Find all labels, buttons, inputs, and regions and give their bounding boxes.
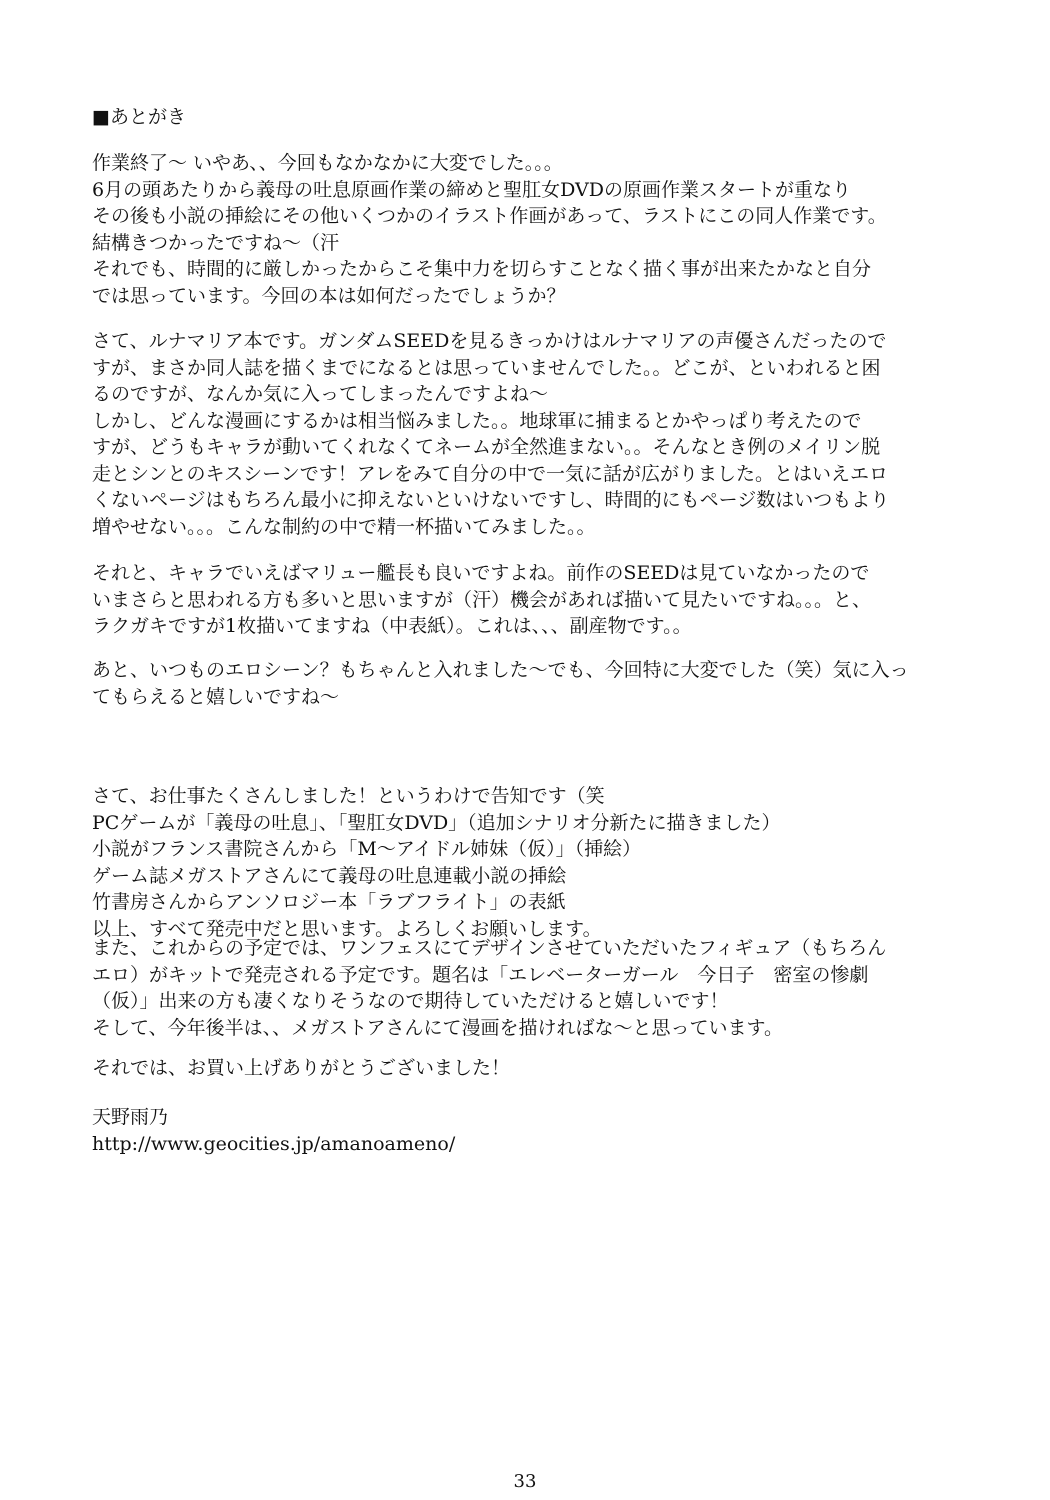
text-line: 結構きつかったですね～（汗: [92, 231, 340, 254]
text-line: 走とシンとのキスシーンです！アレをみて自分の中で一気に話が広がりました。とはいえエロ: [92, 462, 889, 485]
text-line: その後も小説の挿絵にその他いくつかのイラスト作画があって、ラストにこの同人作業です。: [92, 205, 887, 227]
text-line: しかし、どんな漫画にするかは相当悩みました。。地球軍に捕まるとかやっぱり考えたので: [92, 409, 862, 432]
text-line: また、これからの予定では、ワンフェスにてデザインさせていただいたフィギュア（もちろん: [92, 937, 887, 959]
text-line: そして、今年後半は、、メガストアさんにて漫画を描ければな～と思っています。: [92, 1016, 784, 1039]
text-line: それと、キャラでいえばマリュー艦長も良いですよね。前作のSEEDは見ていなかったので: [92, 562, 870, 584]
text-line: それでは、お買い上げありがとうございました！: [92, 1057, 511, 1079]
text-line: 竹書房さんからアンソロジー本「ラブフライト」の表紙: [92, 891, 566, 913]
text-line: 増やせない。。。こんな制約の中で精一杯描いてみました。。: [92, 515, 596, 538]
text-line: 作業終了～ いやあ、、今回もなかなかに大変でした。。。: [92, 152, 563, 174]
signature-block: [92, 1104, 455, 1157]
paragraph-thanks: [92, 1055, 510, 1082]
text-line: くないページはもちろん最小に抑えないといけないですし、時間的にもページ数はいつもより: [92, 489, 890, 511]
text-line: それでも、時間的に厳しかったからこそ集中力を切らすことなく描く事が出来たかなと自分: [92, 258, 872, 280]
text-line: 小説がフランス書院さんから「M～アイドル姉妹（仮）」（挿絵）: [92, 838, 642, 860]
paragraph-murrue: [92, 560, 871, 640]
paragraph-announcements: [92, 783, 781, 942]
paragraph-work-finished: [92, 150, 887, 309]
page-number: 33: [513, 1471, 537, 1492]
author-name: 天野雨乃: [92, 1106, 169, 1128]
text-line: 以上、すべて発売中だと思います。よろしくお願いします。: [92, 917, 602, 940]
text-line: PCゲームが「義母の吐息」、「聖肛女DVD」（追加シナリオ分新たに描きました）: [92, 811, 781, 834]
text-line: るのですが、なんか気に入ってしまったんですよね～: [92, 383, 549, 405]
text-line: さて、ルナマリア本です。ガンダムSEEDを見るきっかけはルナマリアの声優さんだったので: [92, 330, 887, 352]
text-line: あと、いつものエロシーン？もちゃんと入れました～でも、今回特に大変でした（笑）気に入っ: [92, 659, 909, 681]
text-line: 6月の頭あたりから義母の吐息原画作業の締めと聖肛女DVDの原画作業スタートが重なり: [92, 178, 851, 201]
paragraph-lunamaria-book: [92, 328, 889, 540]
text-line: すが、まさか同人誌を描くまでになるとは思っていませんでした。。どこが、といわれると困: [92, 356, 881, 379]
text-line: （仮）」出来の方も凄くなりそうなので期待していただけると嬉しいです！: [92, 990, 729, 1012]
text-line: さて、お仕事たくさんしました！というわけで告知です（笑: [92, 785, 605, 807]
text-line: エロ）がキットで発売される予定です。題名は「エレベーターガール 今日子 密室の惨劇: [92, 963, 869, 986]
text-line: では思っています。今回の本は如何だったでしょうか？: [92, 284, 566, 307]
text-line: ラクガキですが1枚描いてますね（中表紙）。これは、、、副産物です。。: [92, 615, 692, 637]
text-line: ゲーム誌メガストアさんにて義母の吐息連載小説の挿絵: [92, 864, 567, 887]
afterword-heading: ■あとがき: [92, 106, 186, 128]
text-line: すが、どうもキャラが動いてくれなくてネームが全然進まない。。そんなとき例のメイリン脱: [92, 436, 881, 458]
paragraph-scene-note: [92, 657, 909, 710]
text-line: てもらえると嬉しいですね～: [92, 685, 340, 708]
author-url: http://www.geocities.jp/amanoameno/: [92, 1132, 456, 1155]
text-line: いまさらと思われる方も多いと思いますが（汗）機会があれば描いて見たいですね。。。と、: [92, 588, 872, 611]
paragraph-future-plans: [92, 935, 886, 1041]
